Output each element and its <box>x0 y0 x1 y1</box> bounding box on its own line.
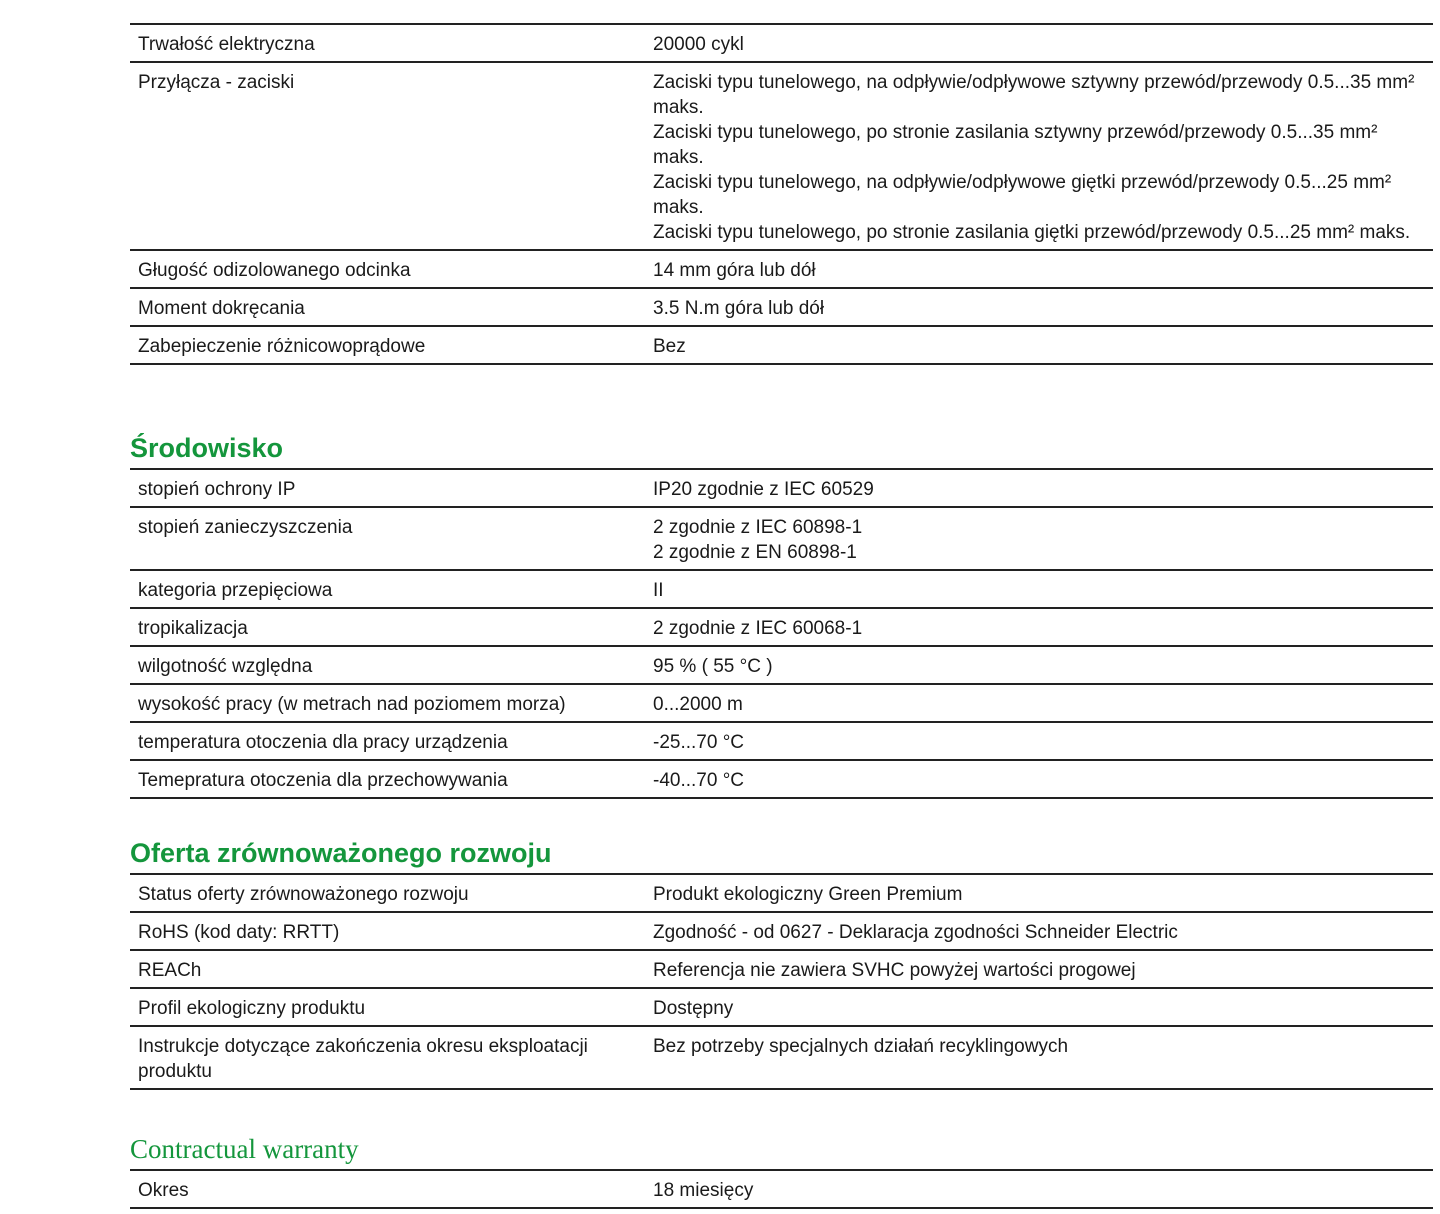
spec-value-line: 3.5 N.m góra lub dół <box>653 298 825 319</box>
spec-row <box>130 24 1433 62</box>
section-title-environment: Środowisko <box>130 433 284 463</box>
spec-value <box>645 988 1433 1026</box>
spec-value <box>645 646 1433 684</box>
spec-label: stopień zanieczyszczenia <box>130 507 645 570</box>
spec-value <box>645 326 1433 364</box>
spec-label: kategoria przepięciowa <box>130 570 645 608</box>
spec-value <box>645 288 1433 326</box>
spec-value <box>645 1026 1433 1089</box>
spec-value <box>645 24 1433 62</box>
spec-row <box>130 469 1433 507</box>
spec-row <box>130 288 1433 326</box>
spec-row <box>130 988 1433 1026</box>
spec-value-line: 20000 cykl <box>653 34 744 55</box>
spec-row <box>130 912 1433 950</box>
spec-value-line: 0...2000 m <box>653 694 743 715</box>
spec-label: wilgotność względna <box>130 646 645 684</box>
spec-row <box>130 1026 1433 1089</box>
spec-value-line: 2 zgodnie z IEC 60068-1 <box>653 618 863 639</box>
spec-label: Okres <box>130 1170 645 1208</box>
spec-row <box>130 62 1433 250</box>
spec-value <box>645 1170 1433 1208</box>
spec-value <box>645 469 1433 507</box>
spec-label: wysokość pracy (w metrach nad poziomem morza) <box>130 684 645 722</box>
spec-value <box>645 684 1433 722</box>
spec-row <box>130 507 1433 570</box>
environment-spec-table <box>130 468 1433 799</box>
spec-row <box>130 570 1433 608</box>
spec-row <box>130 684 1433 722</box>
spec-row <box>130 646 1433 684</box>
spec-row <box>130 250 1433 288</box>
spec-value-line: 2 zgodnie z IEC 60898-1 <box>653 517 863 538</box>
spec-value-line: -40...70 °C <box>653 770 745 791</box>
spec-value-line: Bez <box>653 336 686 357</box>
spec-label: Profil ekologiczny produktu <box>130 988 645 1026</box>
spec-value-line: Zaciski typu tunelowego, na odpływie/odpływowe giętki przewód/przewody 0.5...25 mm² maks. <box>653 172 1392 218</box>
spec-value <box>645 507 1433 570</box>
spec-value-line: Bez potrzeby specjalnych działań recyklingowych <box>653 1036 1069 1057</box>
section-warranty <box>130 1133 1433 1209</box>
spec-value-line: Zaciski typu tunelowego, na odpływie/odpływowe sztywny przewód/przewody 0.5...35 mm² maks. <box>653 72 1415 118</box>
spec-label: Trwałość elektryczna <box>130 24 645 62</box>
spec-value <box>645 760 1433 798</box>
top-spec-block <box>130 23 1433 365</box>
spec-value-line: Zaciski typu tunelowego, po stronie zasilania sztywny przewód/przewody 0.5...35 mm² maks. <box>653 122 1378 168</box>
spec-row <box>130 608 1433 646</box>
spec-value <box>645 570 1433 608</box>
spec-value-line: Zgodność - od 0627 - Deklaracja zgodności Schneider Electric <box>653 922 1178 943</box>
spec-label: Instrukcje dotyczące zakończenia okresu eksploatacji produktu <box>130 1026 645 1089</box>
spec-row <box>130 722 1433 760</box>
spec-label: tropikalizacja <box>130 608 645 646</box>
spec-value-line: 18 miesięcy <box>653 1180 754 1201</box>
spec-row <box>130 760 1433 798</box>
spec-value-line: II <box>653 580 664 601</box>
spec-value <box>645 874 1433 912</box>
spec-row <box>130 326 1433 364</box>
warranty-spec-table <box>130 1169 1433 1209</box>
sustainability-spec-table <box>130 873 1433 1090</box>
section-environment <box>130 432 1433 799</box>
spec-label: temperatura otoczenia dla pracy urządzenia <box>130 722 645 760</box>
spec-row <box>130 874 1433 912</box>
spec-label: Temepratura otoczenia dla przechowywania <box>130 760 645 798</box>
spec-label: Moment dokręcania <box>130 288 645 326</box>
spec-label: Przyłącza - zaciski <box>130 62 645 250</box>
spec-label: Status oferty zrównoważonego rozwoju <box>130 874 645 912</box>
section-title-sustainability: Oferta zrównoważonego rozwoju <box>130 838 552 868</box>
spec-value <box>645 608 1433 646</box>
spec-label: Zabepieczenie różnicowoprądowe <box>130 326 645 364</box>
spec-value-line: Zaciski typu tunelowego, po stronie zasilania giętki przewód/przewody 0.5...25 mm² maks. <box>653 222 1411 243</box>
section-title-warranty: Contractual warranty <box>130 1134 359 1164</box>
top-spec-table <box>130 23 1433 365</box>
spec-value-line: 14 mm góra lub dół <box>653 260 816 281</box>
spec-label: stopień ochrony IP <box>130 469 645 507</box>
spec-label: REACh <box>130 950 645 988</box>
spec-value-line: Produkt ekologiczny Green Premium <box>653 884 963 905</box>
spec-value-line: 2 zgodnie z EN 60898-1 <box>653 542 857 563</box>
spec-value-line: -25...70 °C <box>653 732 745 753</box>
spec-value <box>645 250 1433 288</box>
spec-value <box>645 912 1433 950</box>
spec-row <box>130 950 1433 988</box>
spec-value <box>645 722 1433 760</box>
spec-label: RoHS (kod daty: RRTT) <box>130 912 645 950</box>
spec-value <box>645 950 1433 988</box>
section-sustainability <box>130 837 1433 1090</box>
spec-value-line: IP20 zgodnie z IEC 60529 <box>653 479 874 500</box>
spec-value-line: Dostępny <box>653 998 734 1019</box>
spec-row <box>130 1170 1433 1208</box>
spec-value-line: 95 % ( 55 °C ) <box>653 656 773 677</box>
spec-value-line: Referencja nie zawiera SVHC powyżej wartości progowej <box>653 960 1136 981</box>
spec-value <box>645 62 1433 250</box>
spec-label: Gługość odizolowanego odcinka <box>130 250 645 288</box>
